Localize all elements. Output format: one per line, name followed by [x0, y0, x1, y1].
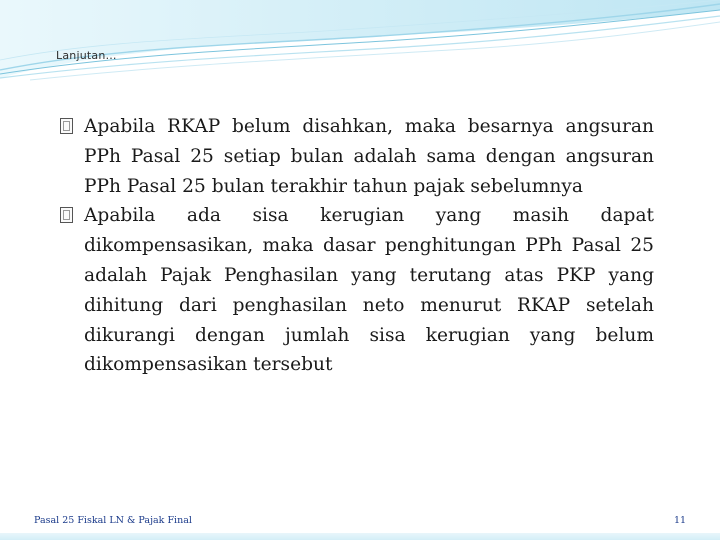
- bullet-box-icon: [60, 207, 73, 223]
- bullet-list: [60, 112, 654, 380]
- bullet-text: Apabila ada sisa kerugian yang masih dapat dikompensasikan, maka dasar penghitungan PPh Pasal 25 adalah Pajak Penghasilan yang terutang atas PKP yang dihitung dari penghasilan neto menurut RKAP setelah dikurangi dengan jumlah sisa kerugian yang belum dikompensasikan tersebut: [84, 205, 654, 376]
- bullet-item: [60, 112, 654, 201]
- bottom-band-decoration: [0, 533, 720, 540]
- bullet-item: [60, 201, 654, 380]
- bullet-box-icon: [60, 118, 73, 134]
- section-label: Lanjutan…: [56, 49, 117, 62]
- page-number: 11: [674, 515, 687, 526]
- bullet-text: Apabila RKAP belum disahkan, maka besarnya angsuran PPh Pasal 25 setiap bulan adalah sama dengan angsuran PPh Pasal 25 bulan terakhir tahun pajak sebelumnya: [84, 116, 654, 197]
- footer-title: Pasal 25 Fiskal LN & Pajak Final: [34, 515, 192, 526]
